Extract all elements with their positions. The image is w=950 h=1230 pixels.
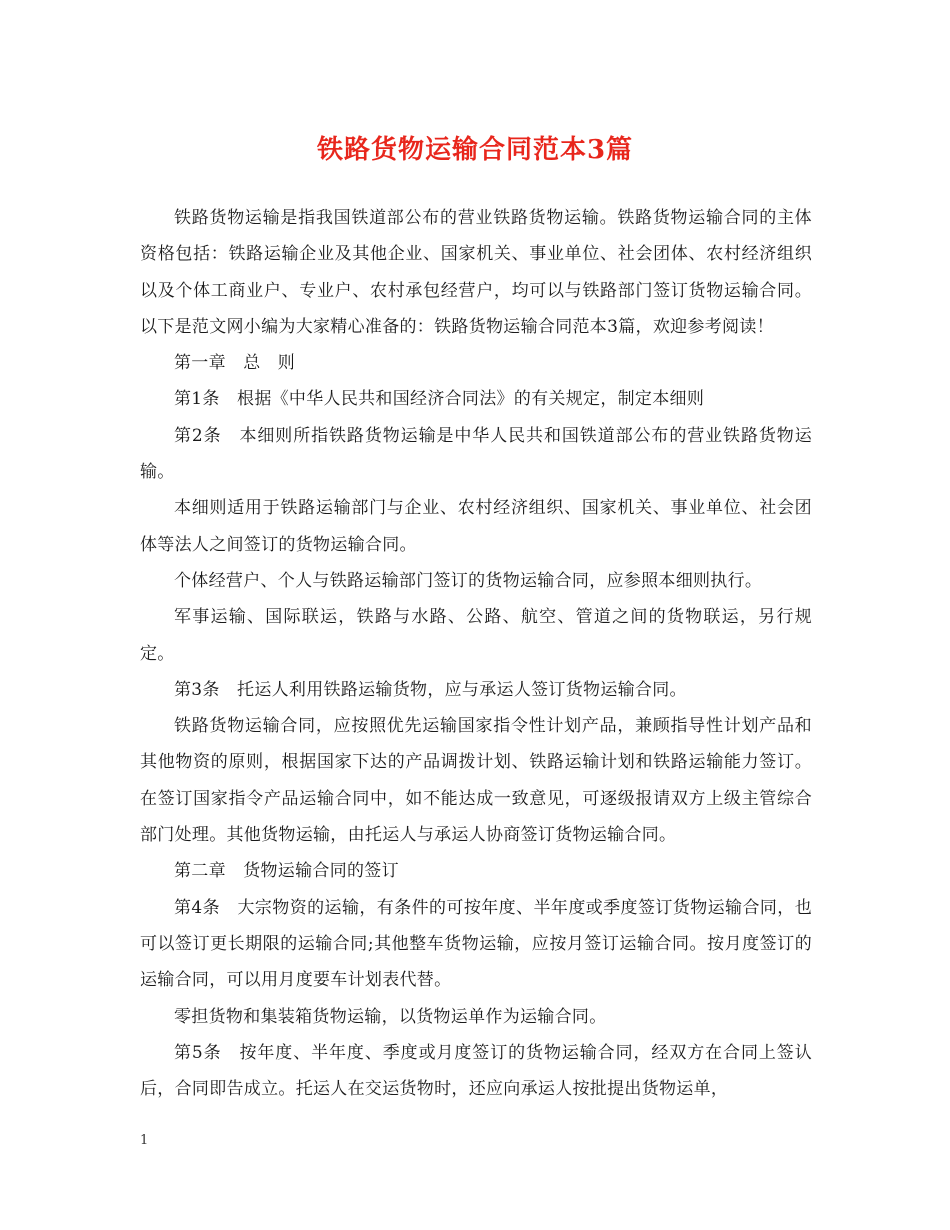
document-body xyxy=(140,200,812,1107)
page-number: 1 xyxy=(140,1133,149,1148)
article-2: 第2条 本细则所指铁路货物运输是中华人民共和国铁道部公布的营业铁路货物运输。 xyxy=(140,425,812,483)
document-title: 铁路货物运输合同范本3篇 xyxy=(316,135,634,165)
article-5: 第5条 按年度、半年度、季度或月度签订的货物运输合同，经双方在合同上签认后，合同即告成立。托运人在交运货物时，还应向承运人按批提出货物运单， xyxy=(140,1042,812,1100)
chapter-heading-1: 第一章 总 则 xyxy=(174,353,296,374)
paragraph-intro: 铁路货物运输是指我国铁道部公布的营业铁路货物运输。铁路货物运输合同的主体资格包括：铁路运输企业及其他企业、国家机关、事业单位、社会团体、农村经济组织以及个体工商业户、专业户、农村承包经营户，均可以与铁路部门签订货物运输合同。以下是范文网小编为大家精心准备的：铁路货物运输合同范本3篇，欢迎参考阅读！ xyxy=(140,208,812,337)
article-1: 第1条 根据《中华人民共和国经济合同法》的有关规定，制定本细则 xyxy=(174,389,705,410)
paragraph-individual: 个体经营户、个人与铁路运输部门签订的货物运输合同，应参照本细则执行。 xyxy=(174,570,763,591)
paragraph-military: 军事运输、国际联运，铁路与水路、公路、航空、管道之间的货物联运，另行规定。 xyxy=(140,607,812,664)
paragraph-scope: 本细则适用于铁路运输部门与企业、农村经济组织、国家机关、事业单位、社会团体等法人之间签订的货物运输合同。 xyxy=(140,498,812,555)
paragraph-priority: 铁路货物运输合同，应按照优先运输国家指令性计划产品，兼顾指导性计划产品和其他物资的原则，根据国家下达的产品调拨计划、铁路运输计划和铁路运输能力签订。在签订国家指令产品运输合同中，如不能达成一致意见，可逐级报请双方上级主管综合部门处理。其他货物运输，由托运人与承运人协商签订货物运输合同。 xyxy=(140,716,812,846)
article-4: 第4条 大宗物资的运输，有条件的可按年度、半年度或季度签订货物运输合同，也可以签订更长期限的运输合同;其他整车货物运输，应按月签订运输合同。按月度签订的运输合同，可以用月度要车计划表代替。 xyxy=(140,897,812,991)
article-3: 第3条 托运人利用铁路运输货物，应与承运人签订货物运输合同。 xyxy=(174,679,687,700)
chapter-heading-2: 第二章 货物运输合同的签订 xyxy=(174,861,399,882)
paragraph-less-than-carload: 零担货物和集装箱货物运输，以货物运单作为运输合同。 xyxy=(174,1006,607,1027)
